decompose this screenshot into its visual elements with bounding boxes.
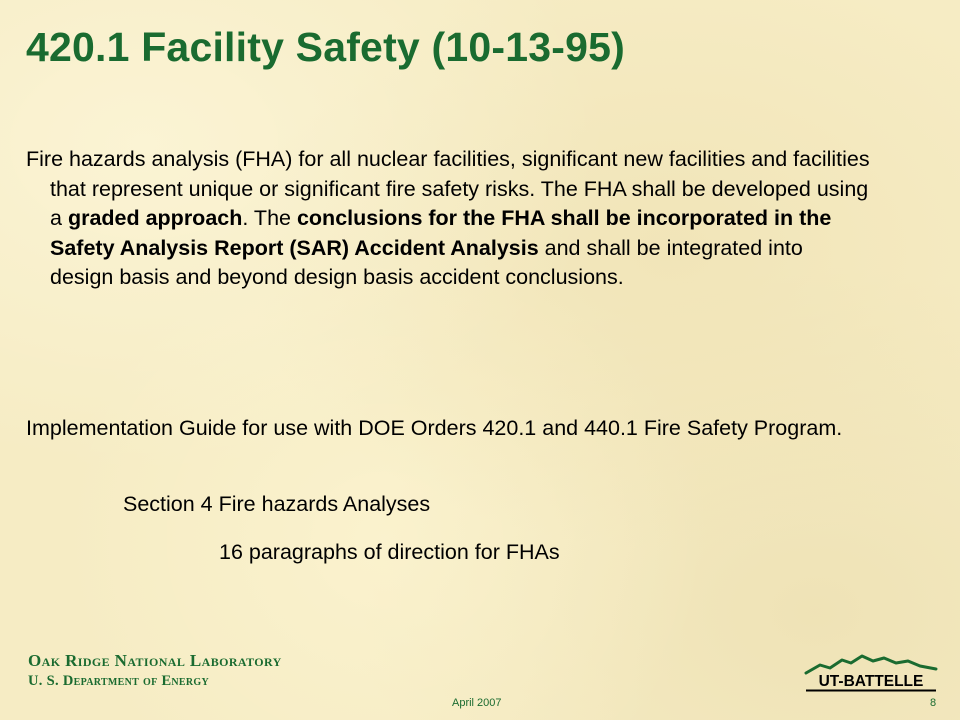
fha-text-1: Fire hazards analysis (FHA) for all nuclear facilities, significant new facilities and facilities that represent unique or significant fire safety risks. The FHA shall be developed using a [26, 147, 870, 230]
fha-bold-graded-approach: graded approach [67, 206, 243, 230]
fha-bold-conclusions: conclusions for the FHA shall be incorporated in the Safety Analysis Report (SAR) Accident Analysis [50, 206, 832, 260]
page-number: 8 [930, 697, 937, 709]
paragraphs-direction-line: 16 paragraphs of direction for FHAs [219, 540, 560, 564]
lab-name: Oak Ridge National Laboratory [28, 651, 282, 670]
fha-text-2: . The [242, 206, 297, 230]
slide-title: 420.1 Facility Safety (10-13-95) [26, 24, 625, 70]
implementation-guide-paragraph: Implementation Guide for use with DOE Orders 420.1 and 440.1 Fire Safety Program. [26, 416, 843, 440]
mountain-line-icon [806, 656, 936, 673]
section-4-line: Section 4 Fire hazards Analyses [123, 492, 431, 516]
logo-text: UT-BATTELLE [818, 673, 924, 690]
doe-name: U. S. Department of Energy [28, 673, 210, 689]
fha-paragraph [26, 145, 870, 293]
ut-battelle-logo [804, 652, 938, 692]
footer-date: April 2007 [452, 697, 502, 709]
lab-name-block [28, 651, 282, 691]
fha-text-3: and shall be integrated into design basis and beyond design basis accident conclusions. [50, 235, 803, 289]
